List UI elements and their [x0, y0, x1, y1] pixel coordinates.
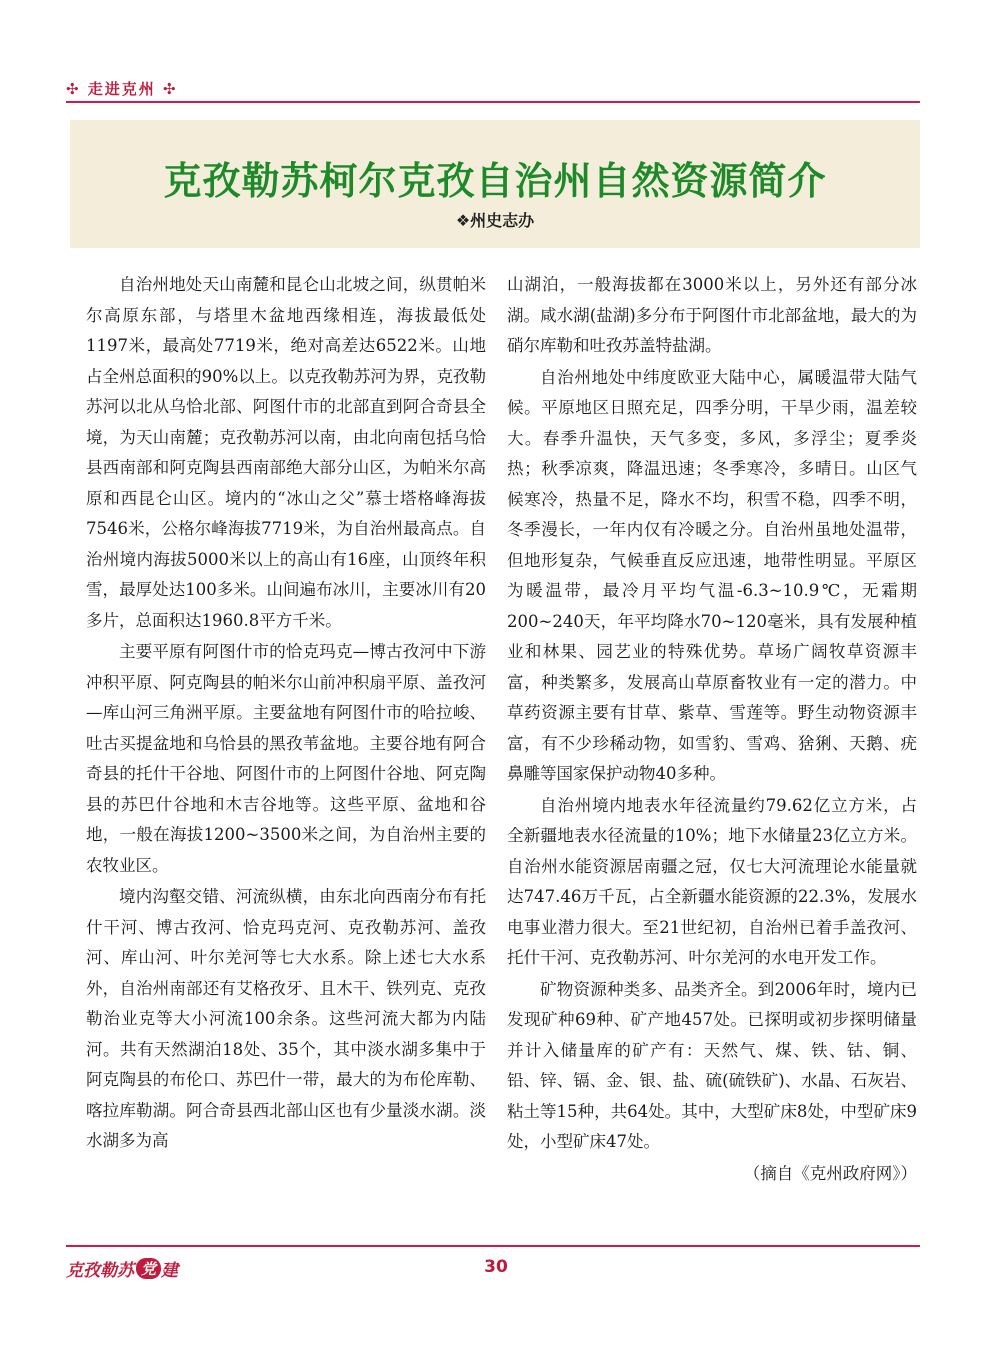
paragraph-water: 自治州境内地表水年径流量约79.62亿立方米，占全新疆地表水径流量的10%；地下水储量23亿立方米。自治州水能资源居南疆之冠，仅七大河流理论水能量就达747.46万千瓦，占全新疆水能资源的22.3%，发展水电事业潜力很大。至21世纪初，自治州已着手盖孜河、托什干河、克孜勒苏河、叶尔羌河的水电开发工作。: [507, 795, 917, 967]
header-divider: [66, 101, 920, 103]
title-banner: [70, 120, 920, 248]
paragraph-lakes-continued: 山湖泊，一般海拔都在3000米以上，另外还有部分冰湖。咸水湖(盐湖)多分布于阿图什市北部盆地，最大的为硝尔库勒和吐孜苏盖特盐湖。: [507, 275, 917, 355]
paragraph-terrain: 自治州地处天山南麓和昆仑山北坡之间，纵贯帕米尔高原东部，与塔里木盆地西缘相连，海拔最低处1197米，最高处7719米，绝对高差达6522米。山地占全州总面积的90%以上。以克孜勒苏河为界，克孜勒苏河以北从乌恰北部、阿图什市的北部直到阿合奇县全境，为天山南麓；克孜勒苏河以南，由北向南包括乌恰县西南部和阿克陶县西南部绝大部分山区，为帕米尔高原和西昆仑山区。境内的“冰山之父”慕士塔格峰海拔7546米，公格尔峰海拔7719米，为自治州最高点。自治州境内海拔5000米以上的高山有16座，山顶终年积雪，最厚处达100多米。山间遍布冰川，主要冰川有20多片，总面积达1960.8平方千米。: [86, 275, 486, 630]
paragraph-plains: 主要平原有阿图什市的恰克玛克—博古孜河中下游冲积平原、阿克陶县的帕米尔山前冲积扇平原、盖孜河—库山河三角洲平原。主要盆地有阿图什市的哈拉峻、吐古买提盆地和乌恰县的黑孜苇盆地。主要谷地有阿合奇县的托什干谷地、阿图什市的上阿图什谷地、阿克陶县的苏巴什谷地和木吉谷地等。这些平原、盆地和谷地，一般在海拔1200~3500米之间，为自治州主要的农牧业区。: [86, 642, 486, 875]
footer-divider: [66, 1245, 920, 1247]
section-tag: ✣ 走进克州 ✣: [66, 80, 178, 98]
page-number: 30: [484, 1257, 508, 1277]
article-title: 克孜勒苏柯尔克孜自治州自然资源简介: [163, 159, 827, 203]
left-column: [86, 270, 486, 1158]
right-column: [507, 270, 917, 1190]
paragraph-climate: 自治州地处中纬度欧亚大陆中心，属暖温带大陆气候。平原地区日照充足，四季分明，干旱少雨，温差较大。春季升温快，天气多变，多风，多浮尘；夏季炎热；秋季凉爽，降温迅速；冬季寒冷，多晴日。山区气候寒冷，热量不足，降水不均，积雪不稳，四季不明，冬季漫长，一年内仅有冷暖之分。自治州虽地处温带，但地形复杂，气候垂直反应迅速，地带性明显。平原区为暖温带，最冷月平均气温-6.3~10.9℃，无霜期200~240天，年平均降水70~120毫米，具有发展种植业和林果、园艺业的特殊优势。草场广阔牧草资源丰富，种类繁多，发展高山草原畜牧业有一定的潜力。中草药资源主要有甘草、紫草、雪莲等。野生动物资源丰富，有不少珍稀动物，如雪豹、雪鸡、猞猁、天鹅、疣鼻雕等国家保护动物40多种。: [507, 367, 917, 783]
paragraph-rivers: 境内沟壑交错、河流纵横，由东北向西南分布有托什干河、博古孜河、恰克玛克河、克孜勒苏河、盖孜河、库山河、叶尔羌河等七大水系。除上述七大水系外，自治州南部还有艾格孜牙、且木干、铁列克、克孜勒治业克等大小河流100余条。这些河流大都为内陆河。共有天然湖泊18处、35个，其中淡水湖多集中于阿克陶县的布伦口、苏巴什一带，最大的为布伦库勒、喀拉库勒湖。阿合奇县西北部山区也有少量淡水湖。淡水湖多为高: [86, 887, 486, 1150]
logo-badge-jian: 建: [161, 1261, 179, 1281]
article-source: （摘自《克州政府网》）: [743, 1163, 917, 1183]
logo-badge-dang: 党: [136, 1258, 161, 1279]
logo-text: 克孜勒苏: [66, 1261, 134, 1281]
article-author: ❖州史志办: [455, 211, 535, 230]
paragraph-minerals: 矿物资源种类多、品类齐全。到2006年时，境内已发现矿种69种、矿产地457处。已探明或初步探明储量并计入储量库的矿产有：天然气、煤、铁、钴、铜、铅、锌、镉、金、银、盐、硫(硫铁矿)、水晶、石灰岩、粘土等15种，共64处。其中，大型矿床8处，中型矿床9处，小型矿床47处。: [507, 979, 917, 1151]
